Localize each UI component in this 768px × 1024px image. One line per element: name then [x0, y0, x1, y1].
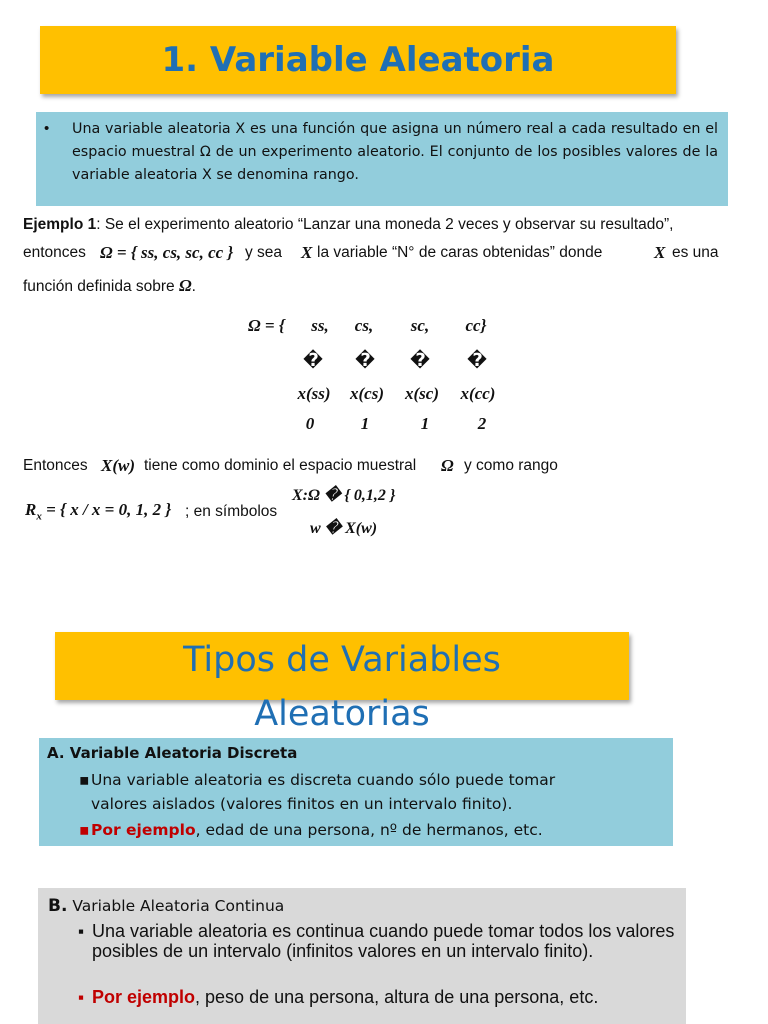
square-bullet-icon: ▪	[78, 922, 85, 941]
bullet-icon: •	[44, 120, 50, 137]
example-line-2	[23, 244, 86, 262]
types-title-line-2: Aleatorias	[254, 694, 430, 734]
map-notation-top: X:Ω � { 0,1,2 }	[292, 487, 396, 504]
continuous-header-letter: B.	[48, 896, 68, 916]
example-text-y-sea: y sea	[245, 244, 283, 261]
continuous-definition: Una variable aleatoria es continua cuando puede tomar todos los valores posibles de un intervalo (infinitos valores en un intervalo finito).	[92, 921, 675, 961]
domain-text-rango: y como rango	[464, 457, 558, 474]
example-text-funcion: función definida sobre	[23, 278, 175, 295]
symbols-text: ; en símbolos	[185, 503, 278, 520]
range-set: = { x / x = 0, 1, 2 }	[46, 500, 172, 519]
discrete-definition-line-2: valores aislados (valores finitos en un intervalo finito).	[91, 795, 513, 813]
variable-X-symbol-2: X	[654, 243, 666, 262]
map-notation-bottom: w � X(w)	[310, 520, 378, 537]
discrete-variable-box	[39, 738, 673, 846]
example-text-es-una: es una	[672, 244, 719, 261]
mapping-outcome: cc}	[465, 316, 487, 335]
mapping-value: 0	[305, 414, 315, 433]
square-bullet-icon: ▪	[78, 988, 85, 1007]
domain-text: tiene como dominio el espacio muestral	[144, 457, 417, 474]
Xw-symbol: X(w)	[101, 456, 135, 475]
mapping-image: x(cc)	[460, 384, 496, 403]
variable-X-symbol: X	[301, 243, 313, 262]
continuous-example-text: , peso de una persona, altura de una persona, etc.	[195, 987, 599, 1007]
types-title-line-1: Tipos de Variables	[183, 640, 501, 680]
discrete-definition-line-1: Una variable aleatoria es discreta cuando sólo puede tomar	[91, 771, 556, 789]
mapping-image: x(sc)	[405, 384, 439, 403]
discrete-example-text: , edad de una persona, nº de hermanos, etc.	[195, 821, 543, 839]
section-title: 1. Variable Aleatoria	[161, 40, 555, 80]
range-R: R	[25, 500, 37, 519]
mapping-outcome: sc,	[410, 316, 430, 335]
mapping-image: x(ss)	[297, 384, 331, 403]
mapping-image: x(cs)	[350, 384, 384, 403]
mapping-outcome: ss,	[311, 316, 329, 335]
omega-symbol-2: Ω	[441, 456, 454, 475]
continuous-variable-box	[38, 888, 686, 1024]
example-text-entonces: entonces	[23, 244, 86, 261]
mapping-outcome: cs,	[354, 316, 374, 335]
arrow-down-icon: �	[302, 350, 324, 371]
mapping-value: 1	[420, 414, 430, 433]
definition-box	[36, 112, 728, 206]
discrete-header: A. Variable Aleatoria Discreta	[47, 744, 298, 762]
mapping-value: 1	[360, 414, 370, 433]
omega-symbol: Ω	[178, 276, 192, 295]
square-bullet-icon: ▪	[79, 771, 90, 789]
arrow-down-icon: �	[466, 350, 488, 371]
definition-text: Una variable aleatoria X es una función que asigna un número real a cada resultado en el espacio muestral Ω de un experimento aleatorio. El conjunto de los posibles valores de la variable aleatoria X se denomina rango.	[72, 121, 718, 183]
period: .	[191, 278, 196, 295]
mapping-omega-lhs: Ω = {	[248, 316, 285, 335]
example-line-1-text: : Se el experimento aleatorio “Lanzar una moneda 2 veces y observar su resultado”,	[96, 216, 674, 233]
range-sub-x: x	[36, 510, 42, 523]
domain-text-entonces: Entonces	[23, 457, 88, 474]
section-title-banner	[40, 26, 676, 94]
example-label-red: Por ejemplo	[92, 987, 196, 1007]
example-line-1	[23, 216, 673, 234]
mapping-value: 2	[477, 414, 487, 433]
range-formula	[25, 500, 171, 522]
continuous-example	[92, 987, 682, 1007]
continuous-header	[48, 896, 284, 916]
example-text-variable-description: la variable “N° de caras obtenidas” donde	[317, 244, 603, 261]
continuous-header-text: Variable Aleatoria Continua	[67, 897, 285, 915]
example-label: Ejemplo 1	[23, 216, 97, 233]
square-bullet-icon: ▪	[79, 821, 90, 839]
example-label-red: Por ejemplo	[91, 821, 196, 839]
omega-set-formula: Ω = { ss, cs, sc, cc }	[100, 243, 234, 262]
arrow-down-icon: �	[354, 350, 376, 371]
discrete-example	[91, 818, 665, 842]
types-title-banner	[55, 632, 629, 734]
example-line-3	[23, 276, 196, 296]
arrow-down-icon: �	[409, 350, 431, 371]
